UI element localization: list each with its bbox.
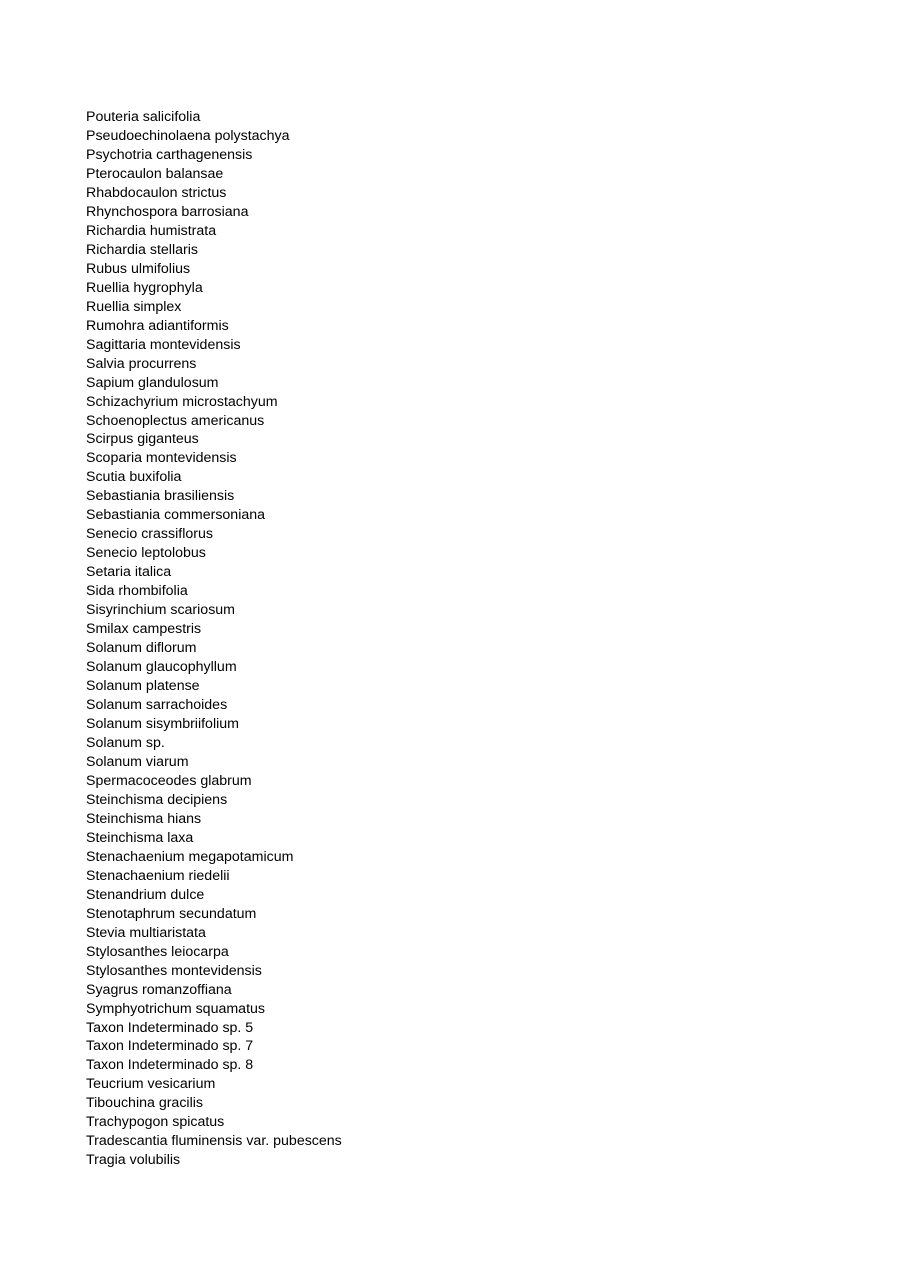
species-name: Taxon Indeterminado sp. 7 — [86, 1038, 254, 1055]
species-name: Senecio crassiflorus — [86, 526, 213, 543]
species-name: Sebastiania brasiliensis — [86, 488, 235, 505]
species-name: Symphyotrichum squamatus — [86, 1000, 265, 1017]
species-name: Sida rhombifolia — [86, 583, 188, 600]
species-name: Solanum sp. — [86, 734, 165, 751]
species-name: Richardia stellaris — [86, 241, 198, 258]
species-name: Psychotria carthagenensis — [86, 146, 253, 163]
species-name: Stenandrium dulce — [86, 886, 205, 903]
species-name: Solanum glaucophyllum — [86, 659, 237, 676]
species-name: Pouteria salicifolia — [86, 109, 201, 125]
species-name: Smilax campestris — [86, 621, 202, 638]
species-name: Tragia volubilis — [86, 1152, 181, 1169]
species-name: Steinchisma hians — [86, 810, 202, 827]
species-name: Steinchisma laxa — [86, 829, 194, 846]
species-name: Solanum platense — [86, 678, 200, 695]
species-name: Teucrium vesicarium — [86, 1076, 216, 1093]
species-name: Sisyrinchium scariosum — [86, 602, 236, 619]
species-name: Stevia multiaristata — [86, 924, 206, 941]
species-name: Sagittaria montevidensis — [86, 336, 241, 353]
species-name: Ruellia simplex — [86, 298, 182, 315]
species-name: Solanum sarrachoides — [86, 697, 228, 714]
species-name: Tibouchina gracilis — [86, 1095, 203, 1112]
species-name: Sapium glandulosum — [86, 374, 219, 391]
species-name: Taxon Indeterminado sp. 8 — [86, 1057, 254, 1074]
species-name: Stenotaphrum secundatum — [86, 905, 257, 922]
species-name: Sebastiania commersoniana — [86, 507, 266, 524]
species-name: Stylosanthes montevidensis — [86, 962, 262, 979]
species-name: Taxon Indeterminado sp. 5 — [86, 1019, 254, 1036]
species-name: Spermacoceodes glabrum — [86, 772, 252, 789]
species-name: Rhabdocaulon strictus — [86, 184, 227, 201]
species-name: Trachypogon spicatus — [86, 1114, 225, 1131]
species-name: Pterocaulon balansae — [86, 165, 224, 182]
species-name: Stylosanthes leiocarpa — [86, 943, 229, 960]
species-name: Pseudoechinolaena polystachya — [86, 127, 290, 144]
species-list — [86, 108, 342, 1170]
species-name: Stenachaenium megapotamicum — [86, 848, 294, 865]
species-name: Schizachyrium microstachyum — [86, 393, 278, 410]
species-name: Scoparia montevidensis — [86, 450, 237, 467]
species-name: Solanum diflorum — [86, 640, 197, 657]
species-name: Scutia buxifolia — [86, 469, 182, 486]
species-name: Solanum viarum — [86, 753, 189, 770]
species-name: Setaria italica — [86, 564, 172, 581]
species-name: Richardia humistrata — [86, 222, 217, 239]
species-name: Rumohra adiantiformis — [86, 317, 229, 334]
species-name: Senecio leptolobus — [86, 545, 206, 562]
species-name: Ruellia hygrophyla — [86, 279, 203, 296]
species-name: Solanum sisymbriifolium — [86, 716, 239, 732]
species-name: Scirpus giganteus — [86, 431, 199, 448]
species-name: Stenachaenium riedelii — [86, 867, 230, 884]
species-name: Schoenoplectus americanus — [86, 412, 265, 429]
species-name: Tradescantia fluminensis var. pubescens — [86, 1133, 342, 1150]
species-name: Rubus ulmifolius — [86, 260, 191, 277]
species-name: Salvia procurrens — [86, 355, 197, 372]
species-name: Steinchisma decipiens — [86, 791, 228, 808]
species-name: Syagrus romanzoffiana — [86, 981, 232, 998]
species-name: Rhynchospora barrosiana — [86, 203, 249, 220]
